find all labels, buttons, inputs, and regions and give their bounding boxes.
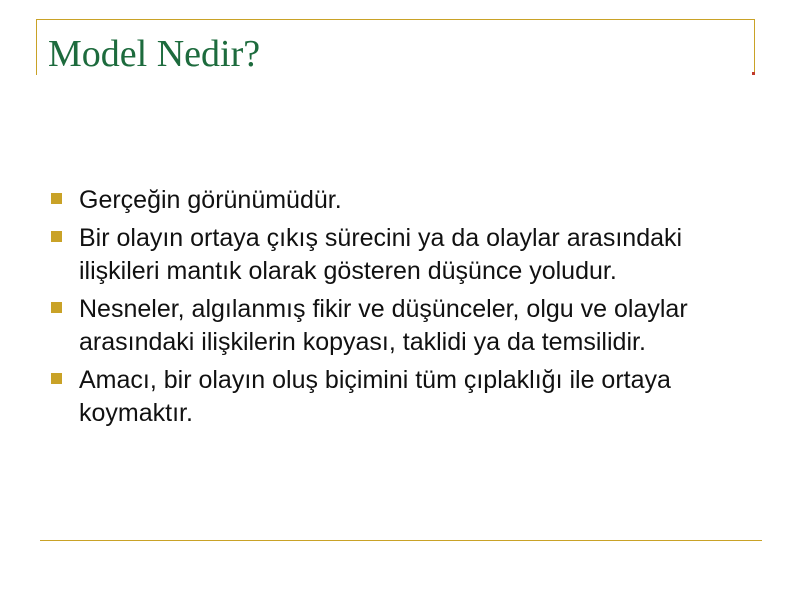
bullet-text: Nesneler, algılanmış fikir ve düşünceler, olgu ve olaylar arasındaki ilişkilerin kopyası, taklidi ya da temsilidir. xyxy=(79,295,688,356)
bullet-text: Bir olayın ortaya çıkış sürecini ya da olaylar arasındaki ilişkileri mantık olarak gösteren düşünce yoludur. xyxy=(79,224,683,285)
frame-right-line xyxy=(754,19,755,75)
square-bullet-icon xyxy=(51,193,62,204)
slide-title: Model Nedir? xyxy=(48,33,261,75)
frame-top-line xyxy=(37,19,755,20)
square-bullet-icon xyxy=(51,231,62,242)
square-bullet-icon xyxy=(51,373,62,384)
corner-dot xyxy=(752,72,755,75)
bullet-item xyxy=(48,222,748,288)
bullet-item xyxy=(48,293,748,359)
bullet-text: Gerçeğin görünümüdür. xyxy=(79,186,342,214)
bullet-text: Amacı, bir olayın oluş biçimini tüm çıplaklığı ile ortaya koymaktır. xyxy=(79,366,671,427)
square-bullet-icon xyxy=(51,302,62,313)
bullet-list xyxy=(48,184,748,435)
bullet-item xyxy=(48,184,748,217)
bullet-item xyxy=(48,364,748,430)
bottom-divider xyxy=(40,540,762,541)
frame-left-line xyxy=(36,19,37,75)
